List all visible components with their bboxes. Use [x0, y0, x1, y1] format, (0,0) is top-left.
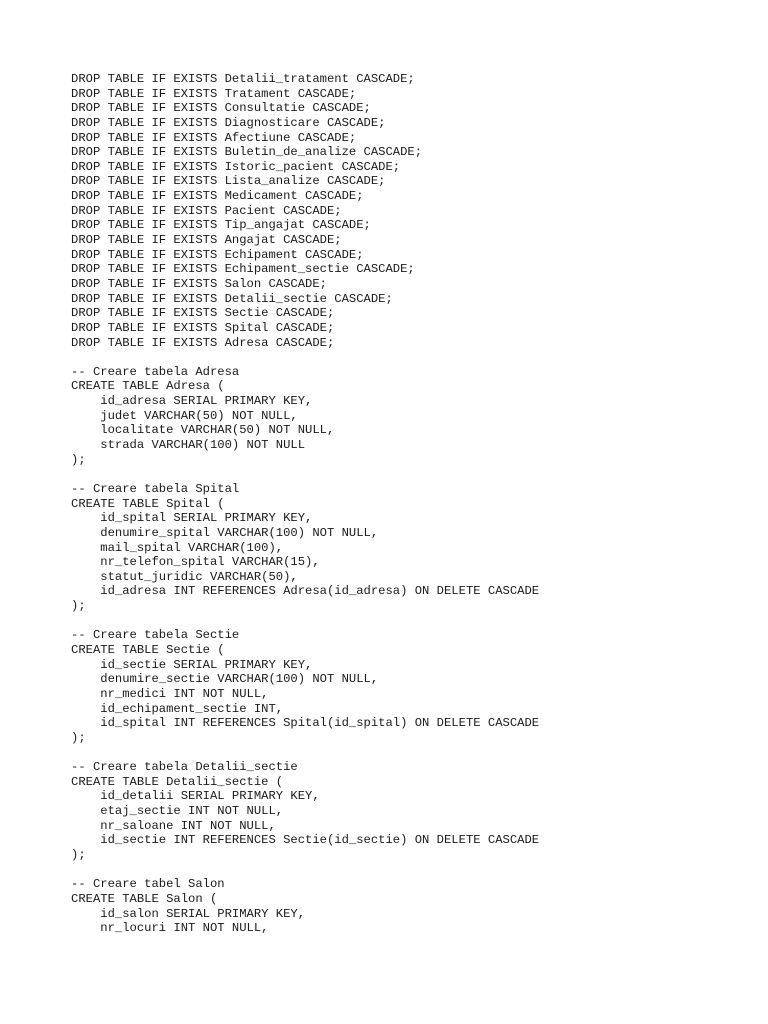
code-line: DROP TABLE IF EXISTS Tip_angajat CASCADE; [71, 218, 371, 233]
code-line: denumire_sectie VARCHAR(100) NOT NULL, [71, 672, 379, 687]
code-line: denumire_spital VARCHAR(100) NOT NULL, [71, 525, 379, 540]
code-line: mail_spital VARCHAR(100), [71, 540, 284, 555]
code-line: id_sectie INT REFERENCES Sectie(id_sectie) ON DELETE CASCADE [71, 833, 540, 848]
code-line: id_adresa SERIAL PRIMARY KEY, [71, 394, 313, 409]
code-line: ); [71, 847, 86, 862]
sql-code-block [71, 72, 539, 936]
code-line [71, 467, 539, 482]
code-line: nr_telefon_spital VARCHAR(15), [71, 555, 320, 570]
code-line: id_echipament_sectie INT, [71, 701, 284, 716]
code-line: DROP TABLE IF EXISTS Pacient CASCADE; [71, 203, 342, 218]
code-line: CREATE TABLE Adresa ( [71, 379, 225, 394]
code-line: DROP TABLE IF EXISTS Spital CASCADE; [71, 320, 335, 335]
code-line: DROP TABLE IF EXISTS Echipament CASCADE; [71, 247, 364, 262]
code-line: -- Creare tabela Adresa [71, 364, 240, 379]
code-line: DROP TABLE IF EXISTS Istoric_pacient CASCADE; [71, 159, 401, 174]
code-line: CREATE TABLE Salon ( [71, 891, 218, 906]
code-line [71, 745, 539, 760]
code-line [71, 614, 539, 629]
code-line: DROP TABLE IF EXISTS Afectiune CASCADE; [71, 130, 357, 145]
code-line: id_salon SERIAL PRIMARY KEY, [71, 906, 306, 921]
code-line: statut_juridic VARCHAR(50), [71, 569, 298, 584]
code-line: DROP TABLE IF EXISTS Echipament_sectie CASCADE; [71, 262, 415, 277]
code-line: CREATE TABLE Sectie ( [71, 642, 225, 657]
code-line: DROP TABLE IF EXISTS Tratament CASCADE; [71, 86, 357, 101]
code-line: strada VARCHAR(100) NOT NULL [71, 438, 306, 453]
code-line: DROP TABLE IF EXISTS Angajat CASCADE; [71, 233, 342, 248]
code-line: nr_locuri INT NOT NULL, [71, 921, 269, 936]
code-line: nr_saloane INT NOT NULL, [71, 818, 276, 833]
code-line: ); [71, 452, 86, 467]
code-line: DROP TABLE IF EXISTS Medicament CASCADE; [71, 189, 364, 204]
code-line: -- Creare tabela Spital [71, 481, 240, 496]
code-line [71, 863, 539, 878]
code-line: -- Creare tabela Detalii_sectie [71, 760, 298, 775]
code-line: -- Creare tabela Sectie [71, 628, 240, 643]
code-line: id_spital SERIAL PRIMARY KEY, [71, 511, 313, 526]
code-line: id_spital INT REFERENCES Spital(id_spital) ON DELETE CASCADE [71, 716, 540, 731]
code-line: ); [71, 599, 86, 614]
code-line: CREATE TABLE Detalii_sectie ( [71, 774, 284, 789]
code-line: etaj_sectie INT NOT NULL, [71, 804, 284, 819]
code-line: DROP TABLE IF EXISTS Adresa CASCADE; [71, 335, 335, 350]
code-line: DROP TABLE IF EXISTS Sectie CASCADE; [71, 306, 335, 321]
code-line [71, 350, 539, 365]
code-line: localitate VARCHAR(50) NOT NULL, [71, 423, 335, 438]
code-line: CREATE TABLE Spital ( [71, 496, 225, 511]
code-line: DROP TABLE IF EXISTS Salon CASCADE; [71, 276, 327, 291]
code-line: DROP TABLE IF EXISTS Consultatie CASCADE; [71, 101, 371, 116]
code-line: -- Creare tabel Salon [71, 877, 225, 892]
code-line: judet VARCHAR(50) NOT NULL, [71, 408, 298, 423]
code-line: DROP TABLE IF EXISTS Lista_analize CASCADE; [71, 174, 386, 189]
code-line: DROP TABLE IF EXISTS Detalii_sectie CASCADE; [71, 291, 393, 306]
code-line: id_sectie SERIAL PRIMARY KEY, [71, 657, 313, 672]
code-line: nr_medici INT NOT NULL, [71, 686, 269, 701]
code-line: DROP TABLE IF EXISTS Diagnosticare CASCADE; [71, 115, 386, 130]
code-line: ); [71, 730, 86, 745]
code-line: id_detalii SERIAL PRIMARY KEY, [71, 789, 320, 804]
code-line: DROP TABLE IF EXISTS Detalii_tratament CASCADE; [71, 72, 415, 86]
code-line: DROP TABLE IF EXISTS Buletin_de_analize CASCADE; [71, 145, 423, 160]
code-line: id_adresa INT REFERENCES Adresa(id_adresa) ON DELETE CASCADE [71, 584, 540, 599]
